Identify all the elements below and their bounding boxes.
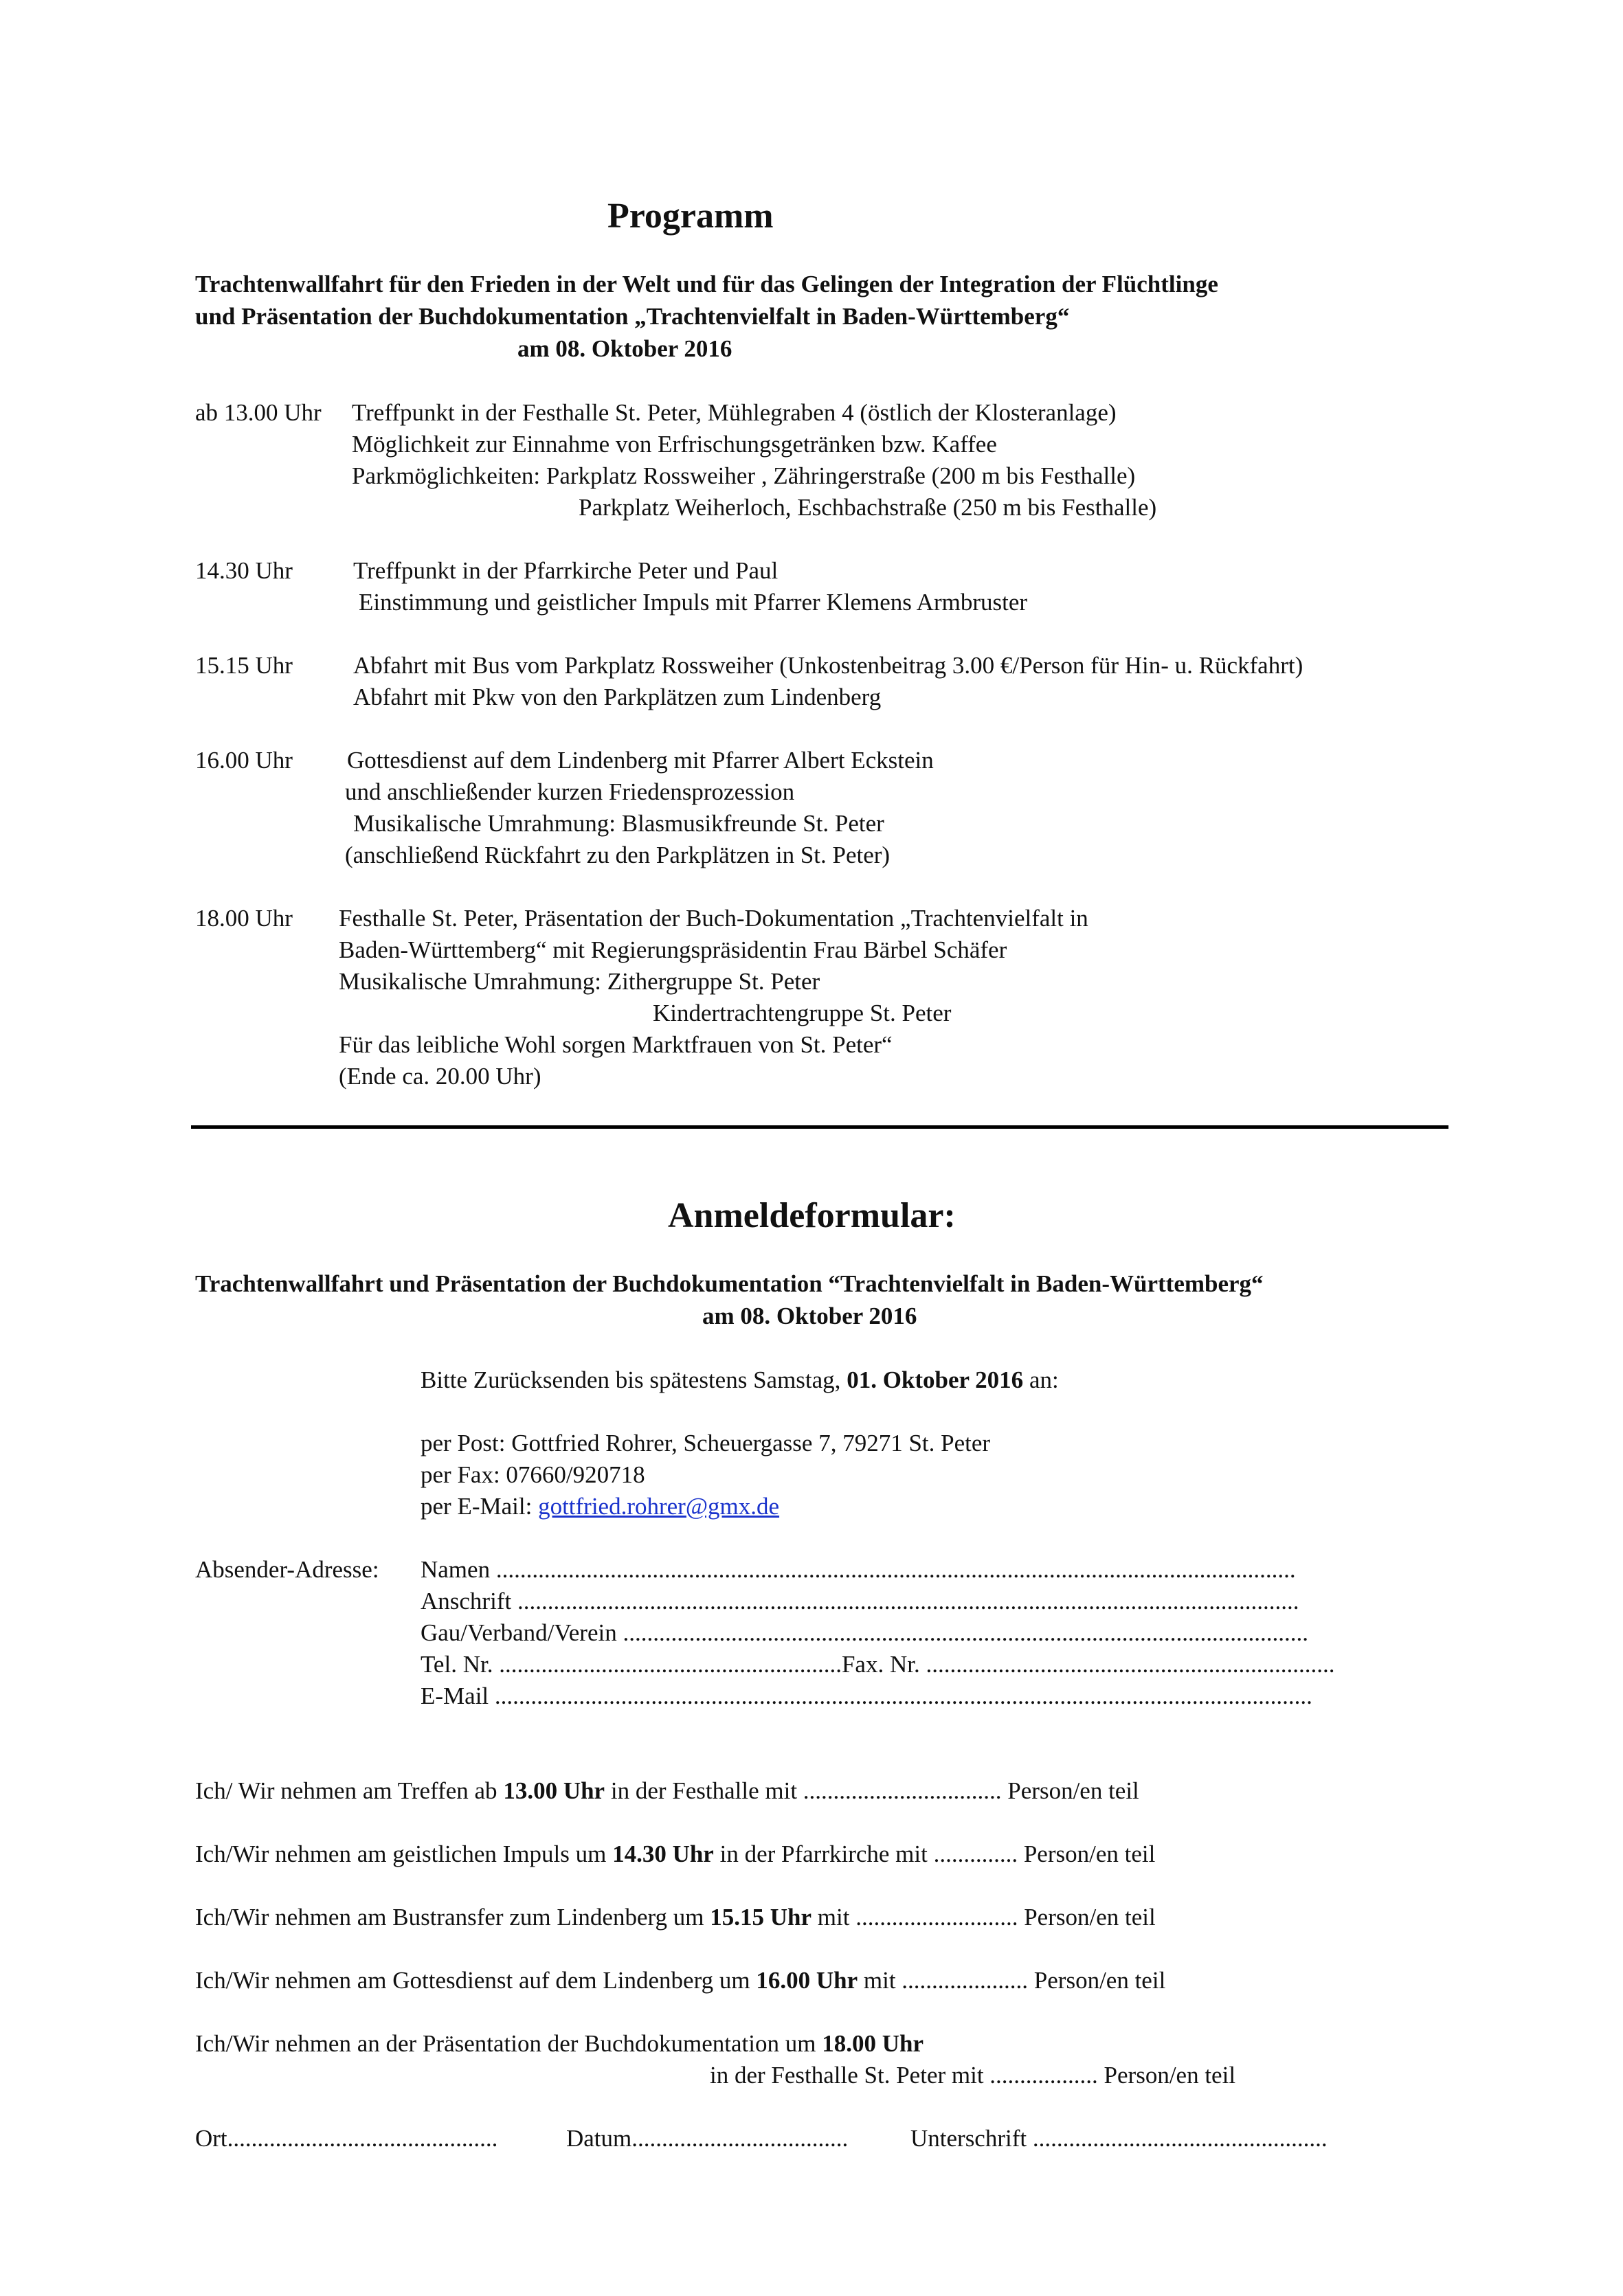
program-title: Programm: [607, 196, 774, 236]
sender-label: Absender-Adresse:: [195, 1556, 379, 1583]
form-title: Anmeldeformular:: [668, 1196, 956, 1235]
program-line: Kindertrachtengruppe St. Peter: [653, 1000, 952, 1026]
program-subtitle-line-1: Trachtenwallfahrt für den Frieden in der Welt und für das Gelingen der Integration der Flüchtlinge: [195, 271, 1218, 297]
contact-email: per E-Mail: gottfried.rohrer@gmx.de: [421, 1493, 780, 1520]
email-field[interactable]: E-Mail ........................................................................................................................................: [421, 1682, 1312, 1709]
participation-line-1430[interactable]: Ich/Wir nehmen am geistlichen Impuls um 14.30 Uhr in der Pfarrkirche mit .............. Person/en teil: [195, 1841, 1156, 1867]
program-time-1430: 14.30 Uhr: [195, 557, 293, 584]
contact-post: per Post: Gottfried Rohrer, Scheuergasse 7, 79271 St. Peter: [421, 1430, 991, 1456]
program-line: Für das leibliche Wohl sorgen Marktfrauen von St. Peter“: [339, 1031, 893, 1058]
program-time-1800: 18.00 Uhr: [195, 905, 293, 932]
program-time-1600: 16.00 Uhr: [195, 747, 293, 774]
program-line: (anschließend Rückfahrt zu den Parkplätzen in St. Peter): [345, 842, 891, 868]
participation-line-1800: Ich/Wir nehmen an der Präsentation der Buchdokumentation um 18.00 Uhr: [195, 2030, 924, 2057]
program-line: Baden-Württemberg“ mit Regierungspräsidentin Frau Bärbel Schäfer: [339, 936, 1007, 963]
program-line: Abfahrt mit Pkw von den Parkplätzen zum Lindenberg: [353, 684, 882, 710]
program-line: Abfahrt mit Bus vom Parkplatz Rossweiher (Unkostenbeitrag 3.00 €/Person für Hin- u. Rückfahrt): [353, 652, 1303, 679]
date-field[interactable]: Datum....................................: [566, 2125, 849, 2152]
program-line: und anschließender kurzen Friedensprozession: [345, 778, 795, 805]
tel-fax-field[interactable]: Tel. Nr. .........................................................Fax. Nr. ....................................................................: [421, 1651, 1335, 1678]
section-divider: [191, 1125, 1448, 1129]
program-line: Festhalle St. Peter, Präsentation der Buch-Dokumentation „Trachtenvielfalt in: [339, 905, 1088, 932]
email-link[interactable]: gottfried.rohrer@gmx.de: [538, 1493, 780, 1520]
program-line: Treffpunkt in der Pfarrkirche Peter und Paul: [353, 557, 779, 584]
contact-fax: per Fax: 07660/920718: [421, 1461, 645, 1488]
name-field[interactable]: Namen .....................................................................................................................................: [421, 1556, 1296, 1583]
address-field[interactable]: Anschrift ..................................................................................................................................: [421, 1588, 1299, 1614]
program-line: Gottesdienst auf dem Lindenberg mit Pfarrer Albert Eckstein: [347, 747, 934, 774]
program-line: Treffpunkt in der Festhalle St. Peter, Mühlegraben 4 (östlich der Klosteranlage): [352, 399, 1117, 426]
program-time-1515: 15.15 Uhr: [195, 652, 293, 679]
participation-line-1800-count[interactable]: in der Festhalle St. Peter mit .................. Person/en teil: [710, 2062, 1236, 2089]
program-line: Musikalische Umrahmung: Blasmusikfreunde St. Peter: [353, 810, 884, 837]
program-line: Musikalische Umrahmung: Zithergruppe St. Peter: [339, 968, 820, 995]
program-line: Parkmöglichkeiten: Parkplatz Rossweiher , Zähringerstraße (200 m bis Festhalle): [352, 462, 1136, 489]
program-subtitle-line-2: und Präsentation der Buchdokumentation „Trachtenvielfalt in Baden-Württemberg“: [195, 303, 1070, 330]
participation-line-1515[interactable]: Ich/Wir nehmen am Bustransfer zum Lindenberg um 15.15 Uhr mit ........................... Person/en teil: [195, 1904, 1156, 1931]
signature-field[interactable]: Unterschrift .................................................: [910, 2125, 1328, 2152]
program-line: Parkplatz Weiherloch, Eschbachstraße (250 m bis Festhalle): [579, 494, 1157, 521]
organization-field[interactable]: Gau/Verband/Verein ..................................................................................................................: [421, 1619, 1308, 1646]
participation-line-1300[interactable]: Ich/ Wir nehmen am Treffen ab 13.00 Uhr in der Festhalle mit ................................. Person/en teil: [195, 1777, 1139, 1804]
place-field[interactable]: Ort.............................................: [195, 2125, 498, 2152]
program-line: Möglichkeit zur Einnahme von Erfrischungsgetränken bzw. Kaffee: [352, 431, 997, 458]
program-subtitle-line-3: am 08. Oktober 2016: [517, 335, 732, 362]
program-time-1300: ab 13.00 Uhr: [195, 399, 322, 426]
program-line: Einstimmung und geistlicher Impuls mit Pfarrer Klemens Armbruster: [359, 589, 1028, 616]
form-subtitle-line-2: am 08. Oktober 2016: [702, 1303, 917, 1329]
participation-line-1600[interactable]: Ich/Wir nehmen am Gottesdienst auf dem Lindenberg um 16.00 Uhr mit ..................... Person/en teil: [195, 1967, 1166, 1994]
form-subtitle-line-1: Trachtenwallfahrt und Präsentation der Buchdokumentation “Trachtenvielfalt in Baden-Württemberg“: [195, 1270, 1264, 1297]
return-deadline: Bitte Zurücksenden bis spätestens Samstag, 01. Oktober 2016 an:: [421, 1366, 1059, 1393]
program-line: (Ende ca. 20.00 Uhr): [339, 1063, 541, 1090]
